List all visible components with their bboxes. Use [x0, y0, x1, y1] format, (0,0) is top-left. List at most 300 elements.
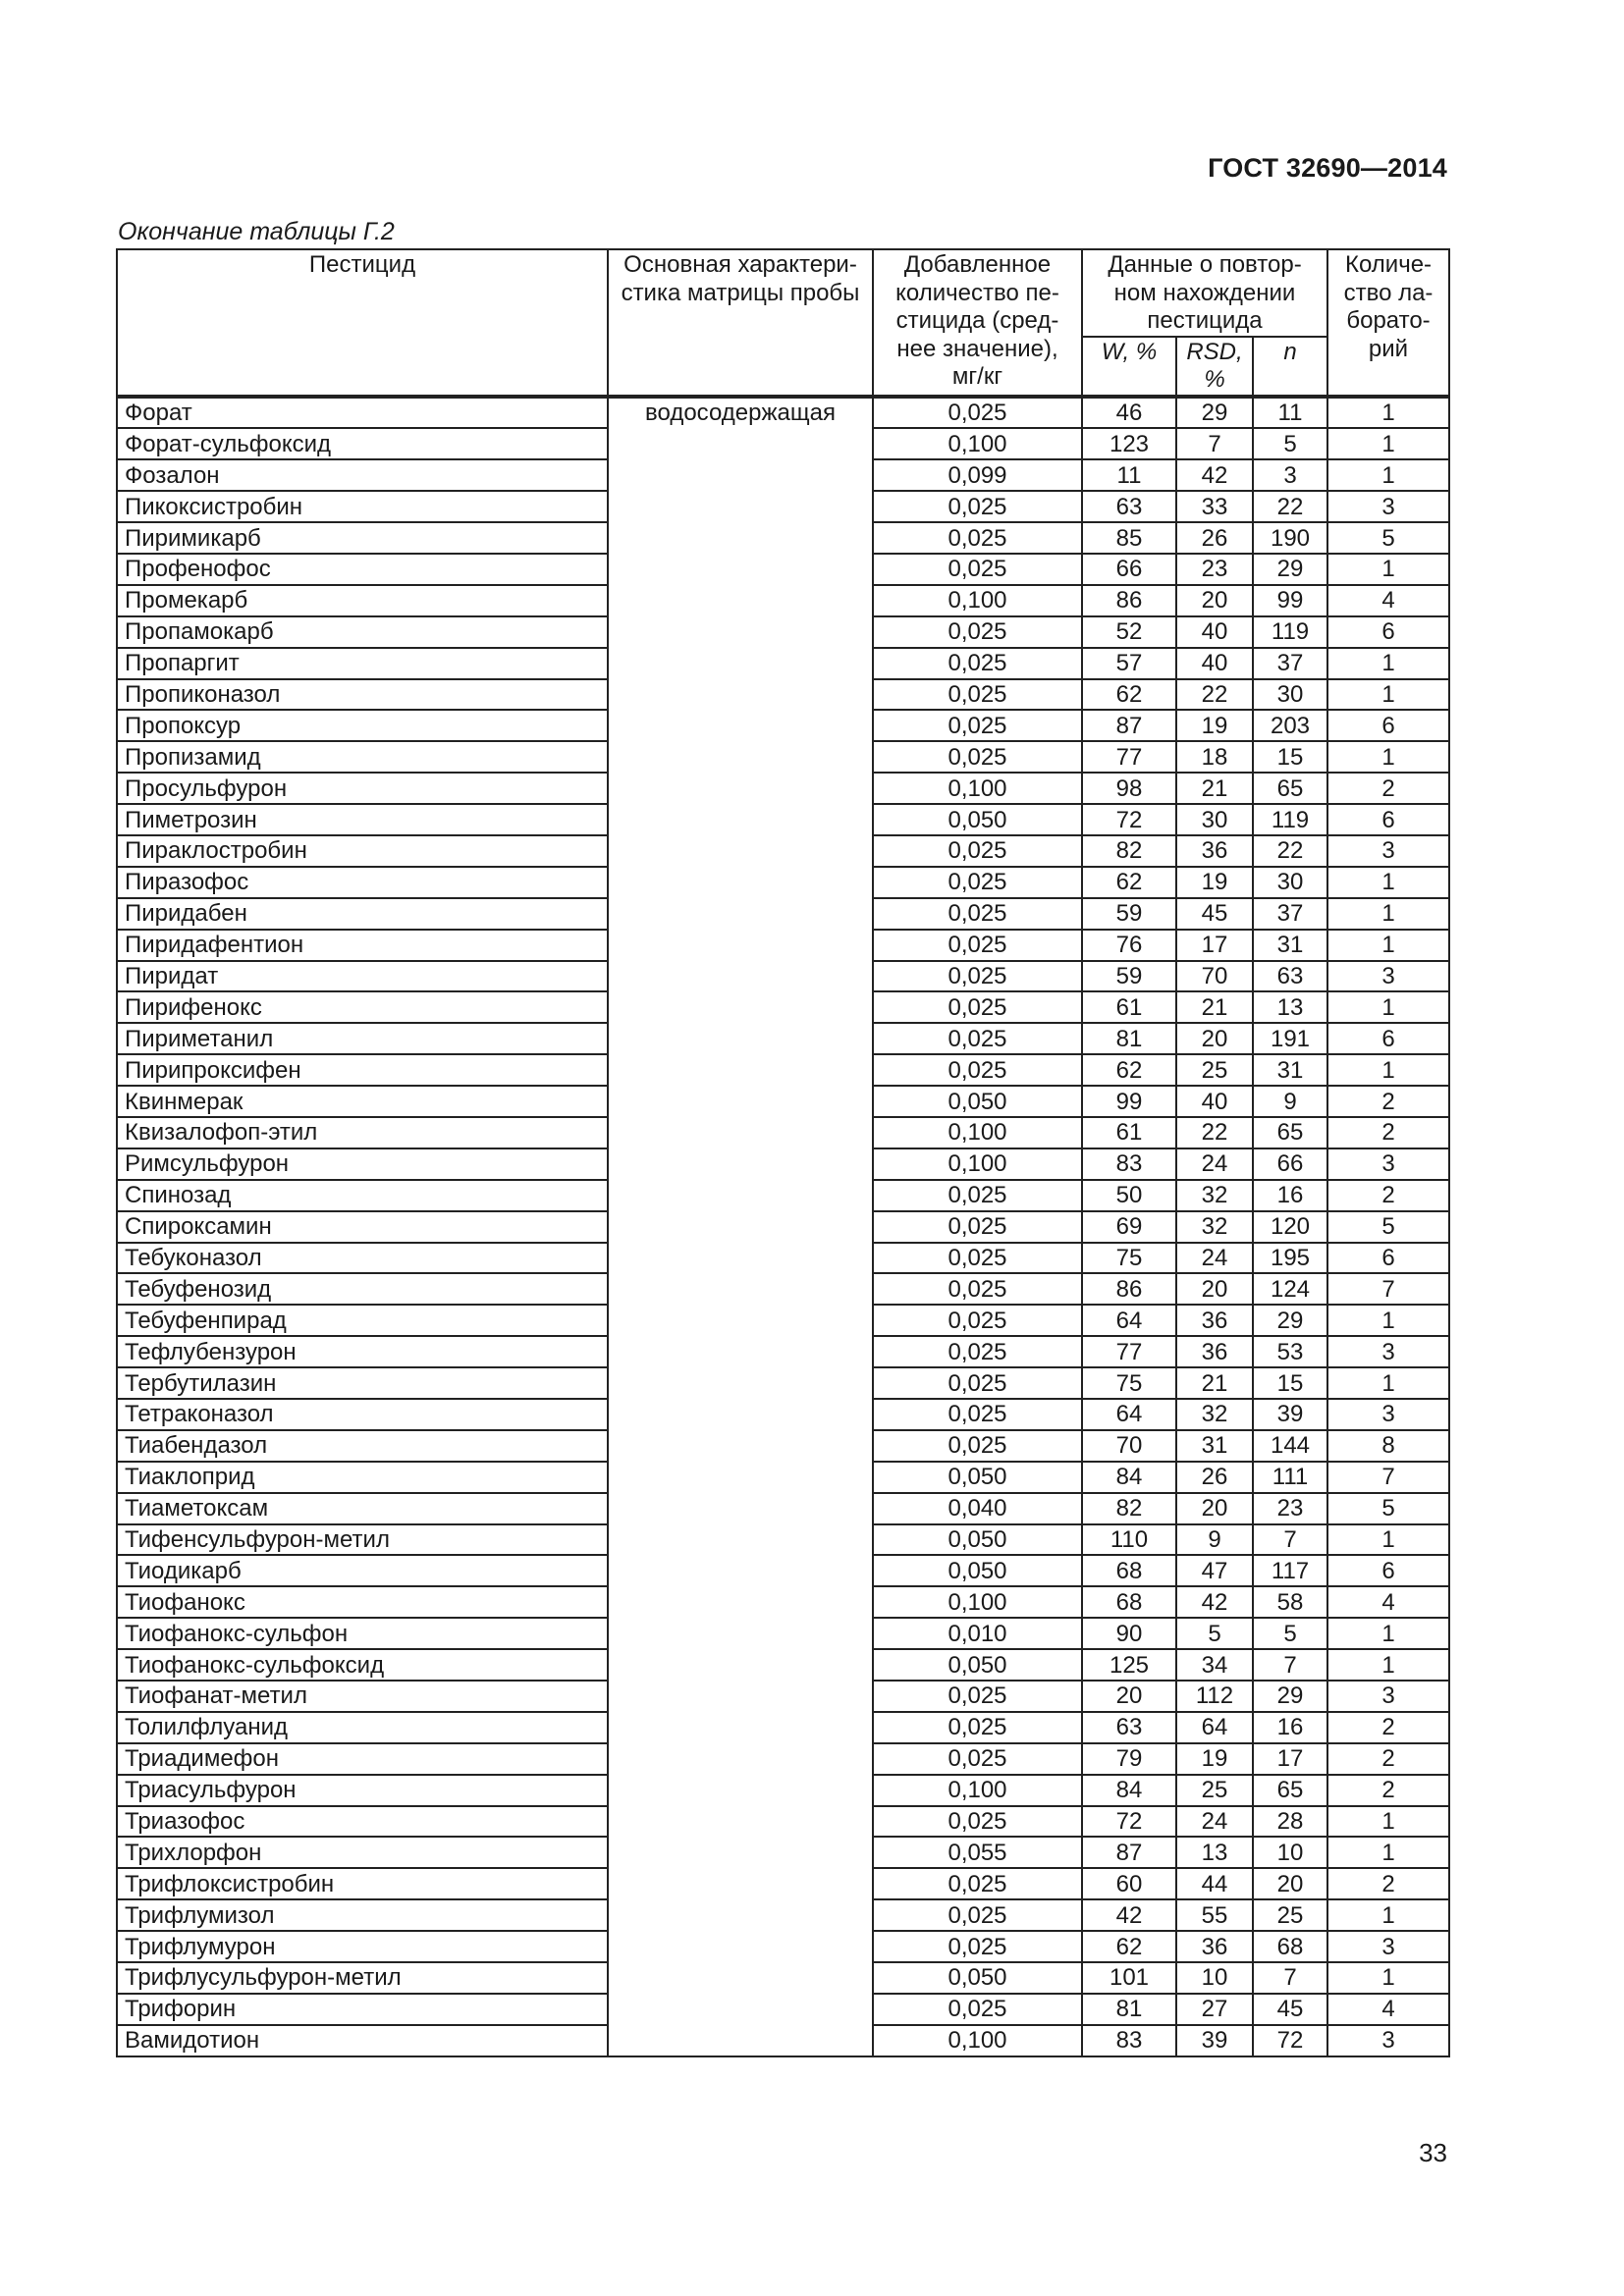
cell-labs-count: 4: [1327, 585, 1449, 616]
cell-added-amount: 0,099: [873, 459, 1082, 491]
cell-w: 77: [1082, 1336, 1176, 1367]
cell-added-amount: 0,040: [873, 1493, 1082, 1524]
cell-rsd: 10: [1176, 1962, 1253, 1994]
cell-n: 7: [1253, 1649, 1327, 1681]
cell-rsd: 24: [1176, 1148, 1253, 1180]
cell-labs-count: 1: [1327, 1618, 1449, 1649]
cell-pesticide-name: Пиридафентион: [117, 930, 608, 961]
cell-n: 58: [1253, 1586, 1327, 1618]
cell-w: 125: [1082, 1649, 1176, 1681]
cell-added-amount: 0,025: [873, 1430, 1082, 1462]
cell-rsd: 47: [1176, 1555, 1253, 1586]
cell-rsd: 36: [1176, 1931, 1253, 1962]
cell-w: 84: [1082, 1775, 1176, 1806]
cell-pesticide-name: Пропоксур: [117, 710, 608, 741]
cell-w: 79: [1082, 1743, 1176, 1775]
cell-w: 52: [1082, 616, 1176, 648]
cell-labs-count: 2: [1327, 1712, 1449, 1743]
header-added-amount: Добавленное количество пе- стицида (сред- нее значение), мг/кг: [873, 249, 1082, 397]
cell-rsd: 32: [1176, 1180, 1253, 1211]
cell-rsd: 25: [1176, 1054, 1253, 1086]
cell-added-amount: 0,025: [873, 930, 1082, 961]
cell-labs-count: 6: [1327, 616, 1449, 648]
cell-added-amount: 0,025: [873, 397, 1082, 429]
cell-w: 83: [1082, 2025, 1176, 2056]
cell-w: 85: [1082, 522, 1176, 554]
cell-n: 195: [1253, 1243, 1327, 1274]
cell-w: 86: [1082, 1273, 1176, 1305]
cell-added-amount: 0,025: [873, 1180, 1082, 1211]
cell-w: 81: [1082, 1994, 1176, 2025]
cell-labs-count: 2: [1327, 773, 1449, 804]
header-labs-count: Количе- ство ла- борато- рий: [1327, 249, 1449, 397]
cell-added-amount: 0,025: [873, 491, 1082, 522]
cell-w: 69: [1082, 1211, 1176, 1243]
cell-labs-count: 3: [1327, 1336, 1449, 1367]
cell-added-amount: 0,050: [873, 1962, 1082, 1994]
cell-n: 11: [1253, 397, 1327, 429]
cell-pesticide-name: Пираклостробин: [117, 835, 608, 867]
cell-rsd: 20: [1176, 1493, 1253, 1524]
cell-rsd: 25: [1176, 1775, 1253, 1806]
cell-n: 7: [1253, 1524, 1327, 1556]
cell-added-amount: 0,025: [873, 522, 1082, 554]
cell-w: 62: [1082, 867, 1176, 898]
cell-rsd: 22: [1176, 1117, 1253, 1148]
cell-w: 70: [1082, 1430, 1176, 1462]
cell-labs-count: 6: [1327, 1243, 1449, 1274]
cell-added-amount: 0,025: [873, 1806, 1082, 1838]
cell-w: 101: [1082, 1962, 1176, 1994]
cell-labs-count: 5: [1327, 1493, 1449, 1524]
cell-labs-count: 2: [1327, 1180, 1449, 1211]
cell-n: 68: [1253, 1931, 1327, 1962]
cell-labs-count: 1: [1327, 1806, 1449, 1838]
cell-rsd: 112: [1176, 1681, 1253, 1712]
cell-added-amount: 0,025: [873, 710, 1082, 741]
cell-rsd: 30: [1176, 804, 1253, 835]
cell-rsd: 27: [1176, 1994, 1253, 2025]
cell-w: 87: [1082, 1837, 1176, 1868]
cell-labs-count: 1: [1327, 1305, 1449, 1336]
cell-pesticide-name: Пирифенокс: [117, 991, 608, 1023]
cell-rsd: 19: [1176, 710, 1253, 741]
cell-w: 20: [1082, 1681, 1176, 1712]
cell-pesticide-name: Пропамокарб: [117, 616, 608, 648]
cell-w: 98: [1082, 773, 1176, 804]
cell-added-amount: 0,025: [873, 991, 1082, 1023]
cell-labs-count: 5: [1327, 1211, 1449, 1243]
cell-rsd: 20: [1176, 1023, 1253, 1054]
cell-labs-count: 7: [1327, 1462, 1449, 1493]
cell-added-amount: 0,100: [873, 773, 1082, 804]
cell-added-amount: 0,025: [873, 1743, 1082, 1775]
cell-n: 63: [1253, 961, 1327, 992]
cell-w: 60: [1082, 1868, 1176, 1899]
cell-n: 111: [1253, 1462, 1327, 1493]
cell-rsd: 32: [1176, 1211, 1253, 1243]
cell-added-amount: 0,025: [873, 1243, 1082, 1274]
cell-labs-count: 6: [1327, 710, 1449, 741]
cell-n: 23: [1253, 1493, 1327, 1524]
cell-labs-count: 5: [1327, 522, 1449, 554]
cell-labs-count: 1: [1327, 1054, 1449, 1086]
cell-labs-count: 3: [1327, 835, 1449, 867]
cell-labs-count: 3: [1327, 1148, 1449, 1180]
cell-rsd: 21: [1176, 773, 1253, 804]
cell-pesticide-name: Трифлумурон: [117, 1931, 608, 1962]
table-caption: Окончание таблицы Г.2: [118, 218, 395, 245]
cell-n: 5: [1253, 428, 1327, 459]
cell-w: 75: [1082, 1243, 1176, 1274]
cell-added-amount: 0,025: [873, 1023, 1082, 1054]
cell-rsd: 20: [1176, 585, 1253, 616]
cell-labs-count: 1: [1327, 459, 1449, 491]
cell-added-amount: 0,025: [873, 835, 1082, 867]
cell-n: 28: [1253, 1806, 1327, 1838]
cell-labs-count: 3: [1327, 961, 1449, 992]
cell-w: 64: [1082, 1399, 1176, 1430]
cell-w: 75: [1082, 1367, 1176, 1399]
cell-n: 22: [1253, 491, 1327, 522]
cell-labs-count: 1: [1327, 679, 1449, 711]
cell-rsd: 29: [1176, 397, 1253, 429]
cell-rsd: 32: [1176, 1399, 1253, 1430]
cell-n: 29: [1253, 1305, 1327, 1336]
cell-added-amount: 0,025: [873, 898, 1082, 930]
header-w: W, %: [1082, 337, 1176, 397]
cell-added-amount: 0,055: [873, 1837, 1082, 1868]
cell-n: 20: [1253, 1868, 1327, 1899]
cell-n: 10: [1253, 1837, 1327, 1868]
cell-n: 37: [1253, 648, 1327, 679]
cell-pesticide-name: Тебуфенозид: [117, 1273, 608, 1305]
cell-labs-count: 8: [1327, 1430, 1449, 1462]
cell-pesticide-name: Спинозад: [117, 1180, 608, 1211]
cell-labs-count: 2: [1327, 1086, 1449, 1117]
cell-rsd: 21: [1176, 1367, 1253, 1399]
header-pesticide: Пестицид: [117, 249, 608, 397]
cell-labs-count: 3: [1327, 1681, 1449, 1712]
cell-rsd: 7: [1176, 428, 1253, 459]
cell-n: 16: [1253, 1180, 1327, 1211]
cell-pesticide-name: Тефлубензурон: [117, 1336, 608, 1367]
cell-pesticide-name: Тебуфенпирад: [117, 1305, 608, 1336]
cell-pesticide-name: Пиметрозин: [117, 804, 608, 835]
cell-rsd: 9: [1176, 1524, 1253, 1556]
cell-w: 110: [1082, 1524, 1176, 1556]
header-recovery-data: Данные о повтор- ном нахождении пестицида: [1082, 249, 1327, 337]
cell-w: 68: [1082, 1555, 1176, 1586]
cell-pesticide-name: Тиодикарб: [117, 1555, 608, 1586]
cell-rsd: 19: [1176, 867, 1253, 898]
cell-n: 31: [1253, 930, 1327, 961]
cell-n: 7: [1253, 1962, 1327, 1994]
header-n: n: [1253, 337, 1327, 397]
cell-n: 22: [1253, 835, 1327, 867]
cell-rsd: 13: [1176, 1837, 1253, 1868]
cell-added-amount: 0,025: [873, 1367, 1082, 1399]
cell-w: 62: [1082, 1931, 1176, 1962]
cell-rsd: 44: [1176, 1868, 1253, 1899]
cell-rsd: 45: [1176, 898, 1253, 930]
cell-n: 9: [1253, 1086, 1327, 1117]
cell-rsd: 24: [1176, 1806, 1253, 1838]
cell-n: 203: [1253, 710, 1327, 741]
cell-labs-count: 1: [1327, 1899, 1449, 1931]
cell-added-amount: 0,025: [873, 1305, 1082, 1336]
cell-n: 99: [1253, 585, 1327, 616]
cell-labs-count: 1: [1327, 397, 1449, 429]
cell-pesticide-name: Пропиконазол: [117, 679, 608, 711]
cell-pesticide-name: Спироксамин: [117, 1211, 608, 1243]
cell-pesticide-name: Тербутилазин: [117, 1367, 608, 1399]
cell-labs-count: 2: [1327, 1743, 1449, 1775]
cell-pesticide-name: Трифлумизол: [117, 1899, 608, 1931]
cell-pesticide-name: Триазофос: [117, 1806, 608, 1838]
cell-w: 63: [1082, 491, 1176, 522]
cell-pesticide-name: Пиридабен: [117, 898, 608, 930]
cell-added-amount: 0,025: [873, 616, 1082, 648]
cell-w: 123: [1082, 428, 1176, 459]
cell-pesticide-name: Тиабендазол: [117, 1430, 608, 1462]
cell-labs-count: 1: [1327, 554, 1449, 585]
cell-rsd: 33: [1176, 491, 1253, 522]
cell-labs-count: 1: [1327, 867, 1449, 898]
cell-w: 57: [1082, 648, 1176, 679]
cell-labs-count: 3: [1327, 2025, 1449, 2056]
cell-w: 81: [1082, 1023, 1176, 1054]
cell-rsd: 70: [1176, 961, 1253, 992]
cell-n: 65: [1253, 1775, 1327, 1806]
cell-rsd: 26: [1176, 1462, 1253, 1493]
cell-n: 45: [1253, 1994, 1327, 2025]
cell-w: 90: [1082, 1618, 1176, 1649]
cell-labs-count: 1: [1327, 741, 1449, 773]
cell-labs-count: 6: [1327, 1023, 1449, 1054]
cell-w: 46: [1082, 397, 1176, 429]
cell-w: 87: [1082, 710, 1176, 741]
cell-rsd: 40: [1176, 616, 1253, 648]
cell-n: 144: [1253, 1430, 1327, 1462]
cell-rsd: 5: [1176, 1618, 1253, 1649]
cell-added-amount: 0,050: [873, 1555, 1082, 1586]
cell-pesticide-name: Тиаклоприд: [117, 1462, 608, 1493]
cell-pesticide-name: Пропизамид: [117, 741, 608, 773]
cell-w: 11: [1082, 459, 1176, 491]
cell-rsd: 55: [1176, 1899, 1253, 1931]
cell-rsd: 36: [1176, 1305, 1253, 1336]
cell-rsd: 31: [1176, 1430, 1253, 1462]
cell-added-amount: 0,100: [873, 1586, 1082, 1618]
cell-added-amount: 0,100: [873, 1148, 1082, 1180]
cell-added-amount: 0,025: [873, 1054, 1082, 1086]
cell-pesticide-name: Трифорин: [117, 1994, 608, 2025]
header-rsd: RSD, %: [1176, 337, 1253, 397]
cell-w: 84: [1082, 1462, 1176, 1493]
cell-pesticide-name: Вамидотион: [117, 2025, 608, 2056]
cell-labs-count: 2: [1327, 1775, 1449, 1806]
cell-n: 190: [1253, 522, 1327, 554]
cell-w: 64: [1082, 1305, 1176, 1336]
cell-n: 31: [1253, 1054, 1327, 1086]
cell-w: 62: [1082, 679, 1176, 711]
cell-rsd: 40: [1176, 1086, 1253, 1117]
cell-added-amount: 0,025: [873, 867, 1082, 898]
cell-rsd: 17: [1176, 930, 1253, 961]
cell-pesticide-name: Тиофанокс-сульфон: [117, 1618, 608, 1649]
cell-pesticide-name: Пиридат: [117, 961, 608, 992]
cell-pesticide-name: Просульфурон: [117, 773, 608, 804]
cell-n: 66: [1253, 1148, 1327, 1180]
cell-w: 82: [1082, 835, 1176, 867]
table-row: [117, 397, 1449, 429]
cell-rsd: 36: [1176, 835, 1253, 867]
cell-rsd: 40: [1176, 648, 1253, 679]
cell-rsd: 19: [1176, 1743, 1253, 1775]
cell-rsd: 21: [1176, 991, 1253, 1023]
cell-added-amount: 0,025: [873, 1399, 1082, 1430]
cell-n: 39: [1253, 1399, 1327, 1430]
cell-w: 59: [1082, 898, 1176, 930]
cell-pesticide-name: Толилфлуанид: [117, 1712, 608, 1743]
cell-labs-count: 2: [1327, 1868, 1449, 1899]
cell-w: 77: [1082, 741, 1176, 773]
cell-rsd: 18: [1176, 741, 1253, 773]
cell-n: 37: [1253, 898, 1327, 930]
cell-rsd: 26: [1176, 522, 1253, 554]
cell-n: 3: [1253, 459, 1327, 491]
cell-n: 72: [1253, 2025, 1327, 2056]
cell-n: 119: [1253, 616, 1327, 648]
cell-n: 30: [1253, 867, 1327, 898]
cell-labs-count: 6: [1327, 1555, 1449, 1586]
cell-pesticide-name: Пиразофос: [117, 867, 608, 898]
cell-added-amount: 0,050: [873, 1086, 1082, 1117]
cell-pesticide-name: Тиофанокс-сульфоксид: [117, 1649, 608, 1681]
cell-added-amount: 0,100: [873, 585, 1082, 616]
cell-pesticide-name: Трифлусульфурон-метил: [117, 1962, 608, 1994]
cell-rsd: 23: [1176, 554, 1253, 585]
cell-added-amount: 0,025: [873, 741, 1082, 773]
cell-n: 191: [1253, 1023, 1327, 1054]
cell-added-amount: 0,025: [873, 961, 1082, 992]
cell-added-amount: 0,050: [873, 804, 1082, 835]
cell-rsd: 42: [1176, 1586, 1253, 1618]
cell-rsd: 20: [1176, 1273, 1253, 1305]
cell-pesticide-name: Пириметанил: [117, 1023, 608, 1054]
cell-pesticide-name: Трифлоксистробин: [117, 1868, 608, 1899]
cell-labs-count: 4: [1327, 1994, 1449, 2025]
cell-added-amount: 0,050: [873, 1524, 1082, 1556]
cell-rsd: 42: [1176, 459, 1253, 491]
cell-n: 120: [1253, 1211, 1327, 1243]
cell-n: 65: [1253, 1117, 1327, 1148]
cell-labs-count: 4: [1327, 1586, 1449, 1618]
table-body: [117, 397, 1449, 2056]
cell-n: 16: [1253, 1712, 1327, 1743]
cell-n: 15: [1253, 741, 1327, 773]
cell-labs-count: 2: [1327, 1117, 1449, 1148]
cell-added-amount: 0,025: [873, 1712, 1082, 1743]
cell-pesticide-name: Пропаргит: [117, 648, 608, 679]
cell-rsd: 34: [1176, 1649, 1253, 1681]
cell-pesticide-name: Форат: [117, 397, 608, 429]
cell-added-amount: 0,100: [873, 1775, 1082, 1806]
cell-labs-count: 1: [1327, 1962, 1449, 1994]
cell-w: 50: [1082, 1180, 1176, 1211]
cell-added-amount: 0,025: [873, 1931, 1082, 1962]
cell-w: 63: [1082, 1712, 1176, 1743]
cell-added-amount: 0,100: [873, 2025, 1082, 2056]
pesticide-recovery-table: [116, 248, 1450, 2057]
page-number: 33: [1419, 2138, 1447, 2167]
cell-labs-count: 1: [1327, 428, 1449, 459]
cell-added-amount: 0,100: [873, 1117, 1082, 1148]
cell-labs-count: 1: [1327, 1524, 1449, 1556]
cell-labs-count: 1: [1327, 991, 1449, 1023]
cell-labs-count: 1: [1327, 898, 1449, 930]
cell-pesticide-name: Триадимефон: [117, 1743, 608, 1775]
cell-pesticide-name: Тифенсульфурон-метил: [117, 1524, 608, 1556]
header-matrix: Основная характери- стика матрицы пробы: [608, 249, 873, 397]
cell-pesticide-name: Тиофанокс: [117, 1586, 608, 1618]
cell-pesticide-name: Триасульфурон: [117, 1775, 608, 1806]
cell-n: 15: [1253, 1367, 1327, 1399]
cell-n: 25: [1253, 1899, 1327, 1931]
cell-n: 30: [1253, 679, 1327, 711]
cell-w: 82: [1082, 1493, 1176, 1524]
cell-added-amount: 0,025: [873, 1273, 1082, 1305]
cell-pesticide-name: Римсульфурон: [117, 1148, 608, 1180]
cell-pesticide-name: Трихлорфон: [117, 1837, 608, 1868]
cell-added-amount: 0,025: [873, 1868, 1082, 1899]
cell-w: 83: [1082, 1148, 1176, 1180]
cell-matrix: водосодержащая: [608, 397, 873, 2056]
cell-w: 42: [1082, 1899, 1176, 1931]
cell-pesticide-name: Пиримикарб: [117, 522, 608, 554]
cell-added-amount: 0,025: [873, 648, 1082, 679]
cell-n: 124: [1253, 1273, 1327, 1305]
cell-pesticide-name: Квинмерак: [117, 1086, 608, 1117]
cell-rsd: 36: [1176, 1336, 1253, 1367]
cell-w: 62: [1082, 1054, 1176, 1086]
cell-added-amount: 0,025: [873, 679, 1082, 711]
cell-n: 119: [1253, 804, 1327, 835]
cell-w: 72: [1082, 804, 1176, 835]
cell-n: 117: [1253, 1555, 1327, 1586]
cell-labs-count: 3: [1327, 1931, 1449, 1962]
cell-w: 66: [1082, 554, 1176, 585]
cell-labs-count: 3: [1327, 1399, 1449, 1430]
cell-labs-count: 1: [1327, 1837, 1449, 1868]
cell-pesticide-name: Пикоксистробин: [117, 491, 608, 522]
cell-added-amount: 0,100: [873, 428, 1082, 459]
cell-w: 76: [1082, 930, 1176, 961]
cell-rsd: 24: [1176, 1243, 1253, 1274]
cell-n: 5: [1253, 1618, 1327, 1649]
cell-n: 17: [1253, 1743, 1327, 1775]
cell-added-amount: 0,025: [873, 1336, 1082, 1367]
cell-rsd: 22: [1176, 679, 1253, 711]
cell-rsd: 39: [1176, 2025, 1253, 2056]
cell-labs-count: 1: [1327, 1367, 1449, 1399]
cell-added-amount: 0,025: [873, 1899, 1082, 1931]
cell-w: 61: [1082, 1117, 1176, 1148]
cell-added-amount: 0,025: [873, 1211, 1082, 1243]
cell-pesticide-name: Промекарб: [117, 585, 608, 616]
cell-pesticide-name: Профенофос: [117, 554, 608, 585]
